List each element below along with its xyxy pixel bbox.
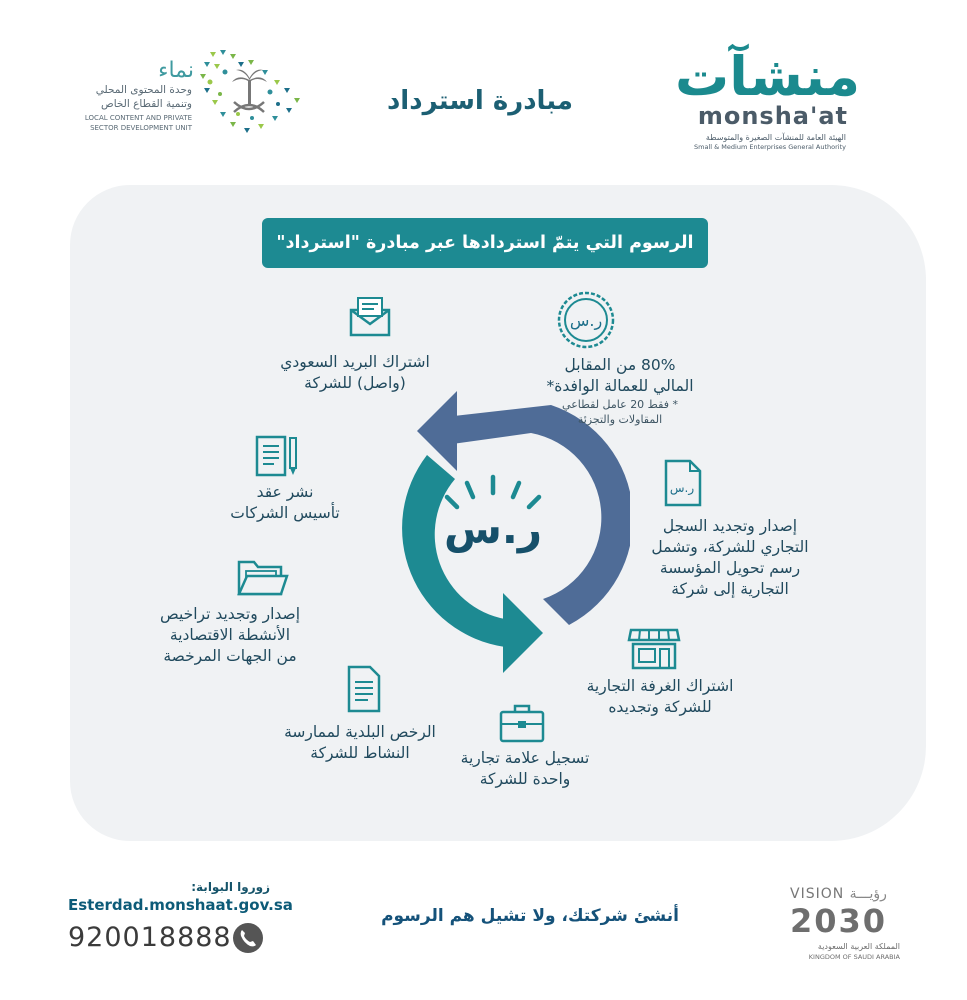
item-commercial-register bbox=[630, 516, 830, 600]
item-contract-line1: نشر عقد bbox=[256, 483, 314, 501]
item-chamber-line2: للشركة وتجديده bbox=[608, 698, 712, 716]
item-expat-fee-note1: * فقط 20 عامل لقطاعي bbox=[562, 398, 678, 411]
nama-line-arabic-2: وتنمية القطاع الخاص bbox=[101, 98, 192, 110]
envelope-icon bbox=[348, 294, 392, 338]
item-saudi-post bbox=[255, 352, 455, 394]
item-cr-line4: التجارية إلى شركة bbox=[671, 580, 789, 598]
item-contract-line2: تأسيس الشركات bbox=[230, 504, 340, 522]
item-trademark-line2: واحدة للشركة bbox=[479, 770, 571, 788]
phone-icon bbox=[232, 922, 264, 954]
item-licenses-line3: من الجهات المرخصة bbox=[163, 647, 297, 665]
vision-label bbox=[790, 886, 887, 902]
monshaat-logo-english: monsha'at bbox=[697, 102, 848, 130]
item-licenses bbox=[140, 604, 320, 667]
item-saudi-post-line1: اشتراك البريد السعودي bbox=[280, 353, 430, 371]
item-licenses-line1: إصدار وتجديد تراخيص bbox=[159, 605, 301, 623]
coin-riyal-text: ر.س bbox=[569, 311, 603, 330]
item-saudi-post-line2: (واصل) للشركة bbox=[304, 374, 406, 392]
item-chamber-line1: اشتراك الغرفة التجارية bbox=[586, 677, 734, 695]
storefront-icon bbox=[627, 626, 681, 672]
item-chamber-of-commerce bbox=[570, 676, 750, 718]
item-contract bbox=[230, 482, 340, 524]
saudi-map-palm-logo-icon bbox=[190, 42, 310, 142]
item-municipal-line1: الرخص البلدية لممارسة bbox=[284, 723, 436, 741]
item-cr-line2: التجاري للشركة، وتشمل bbox=[651, 538, 809, 556]
briefcase-icon bbox=[498, 702, 546, 744]
item-municipal-licenses bbox=[270, 722, 450, 764]
nama-line-english-2: SECTOR DEVELOPMENT UNIT bbox=[90, 124, 192, 132]
monshaat-logo-arabic: منشآت bbox=[675, 45, 860, 108]
vision-year: 2030 bbox=[790, 902, 888, 940]
portal-visit-label: زوروا البوابة: bbox=[191, 880, 270, 894]
vision-kingdom-english: KINGDOM OF SAUDI ARABIA bbox=[808, 953, 900, 961]
riyal-document-icon bbox=[660, 458, 704, 508]
portal-link[interactable]: Esterdad.monshaat.gov.sa bbox=[68, 896, 293, 914]
page-title: مبادرة استرداد bbox=[386, 86, 574, 116]
nama-line-arabic-1: وحدة المحتوى المحلي bbox=[95, 84, 192, 96]
item-trademark bbox=[440, 748, 610, 790]
section-banner: الرسوم التي يتمّ استردادها عبر مبادرة "استرداد" bbox=[262, 218, 708, 268]
document-riyal-text: ر.س bbox=[669, 481, 695, 495]
item-municipal-line2: النشاط للشركة bbox=[310, 744, 410, 762]
item-licenses-line2: الأنشطة الاقتصادية bbox=[169, 626, 291, 644]
phone-number[interactable]: 920018888 bbox=[68, 922, 232, 953]
item-expat-fee bbox=[520, 355, 720, 427]
item-expat-fee-note2: المقاولات والتجزئة bbox=[577, 413, 663, 426]
nama-line-english-1: LOCAL CONTENT AND PRIVATE bbox=[84, 114, 192, 122]
slogan: أنشئ شركتك، ولا تشيل هم الرسوم bbox=[381, 906, 679, 926]
item-trademark-line1: تسجيل علامة تجارية bbox=[460, 749, 590, 767]
recycle-arrows-graphic bbox=[355, 385, 630, 685]
monshaat-subtitle-english: Small & Medium Enterprises General Authority bbox=[694, 143, 846, 151]
vision-kingdom-arabic: المملكة العربية السعودية bbox=[817, 942, 900, 951]
document-icon bbox=[346, 664, 382, 714]
item-expat-fee-line2: المالي للعمالة الوافدة* bbox=[546, 377, 694, 395]
item-expat-fee-line1: 80% من المقابل bbox=[564, 356, 676, 374]
vision-label-en: VISION bbox=[790, 886, 845, 902]
item-cr-line1: إصدار وتجديد السجل bbox=[662, 517, 798, 535]
nama-wordmark: نماء bbox=[158, 58, 194, 83]
center-riyal-symbol: ر.س bbox=[443, 504, 543, 553]
riyal-coin-icon bbox=[556, 290, 616, 350]
folder-icon bbox=[236, 554, 290, 598]
vision-label-ar: رؤيـــة bbox=[849, 886, 887, 902]
monshaat-subtitle-arabic: الهيئة العامة للمنشآت الصغيرة والمتوسطة bbox=[705, 133, 846, 142]
item-cr-line3: رسم تحويل المؤسسة bbox=[659, 559, 801, 577]
document-pen-icon bbox=[254, 434, 300, 478]
